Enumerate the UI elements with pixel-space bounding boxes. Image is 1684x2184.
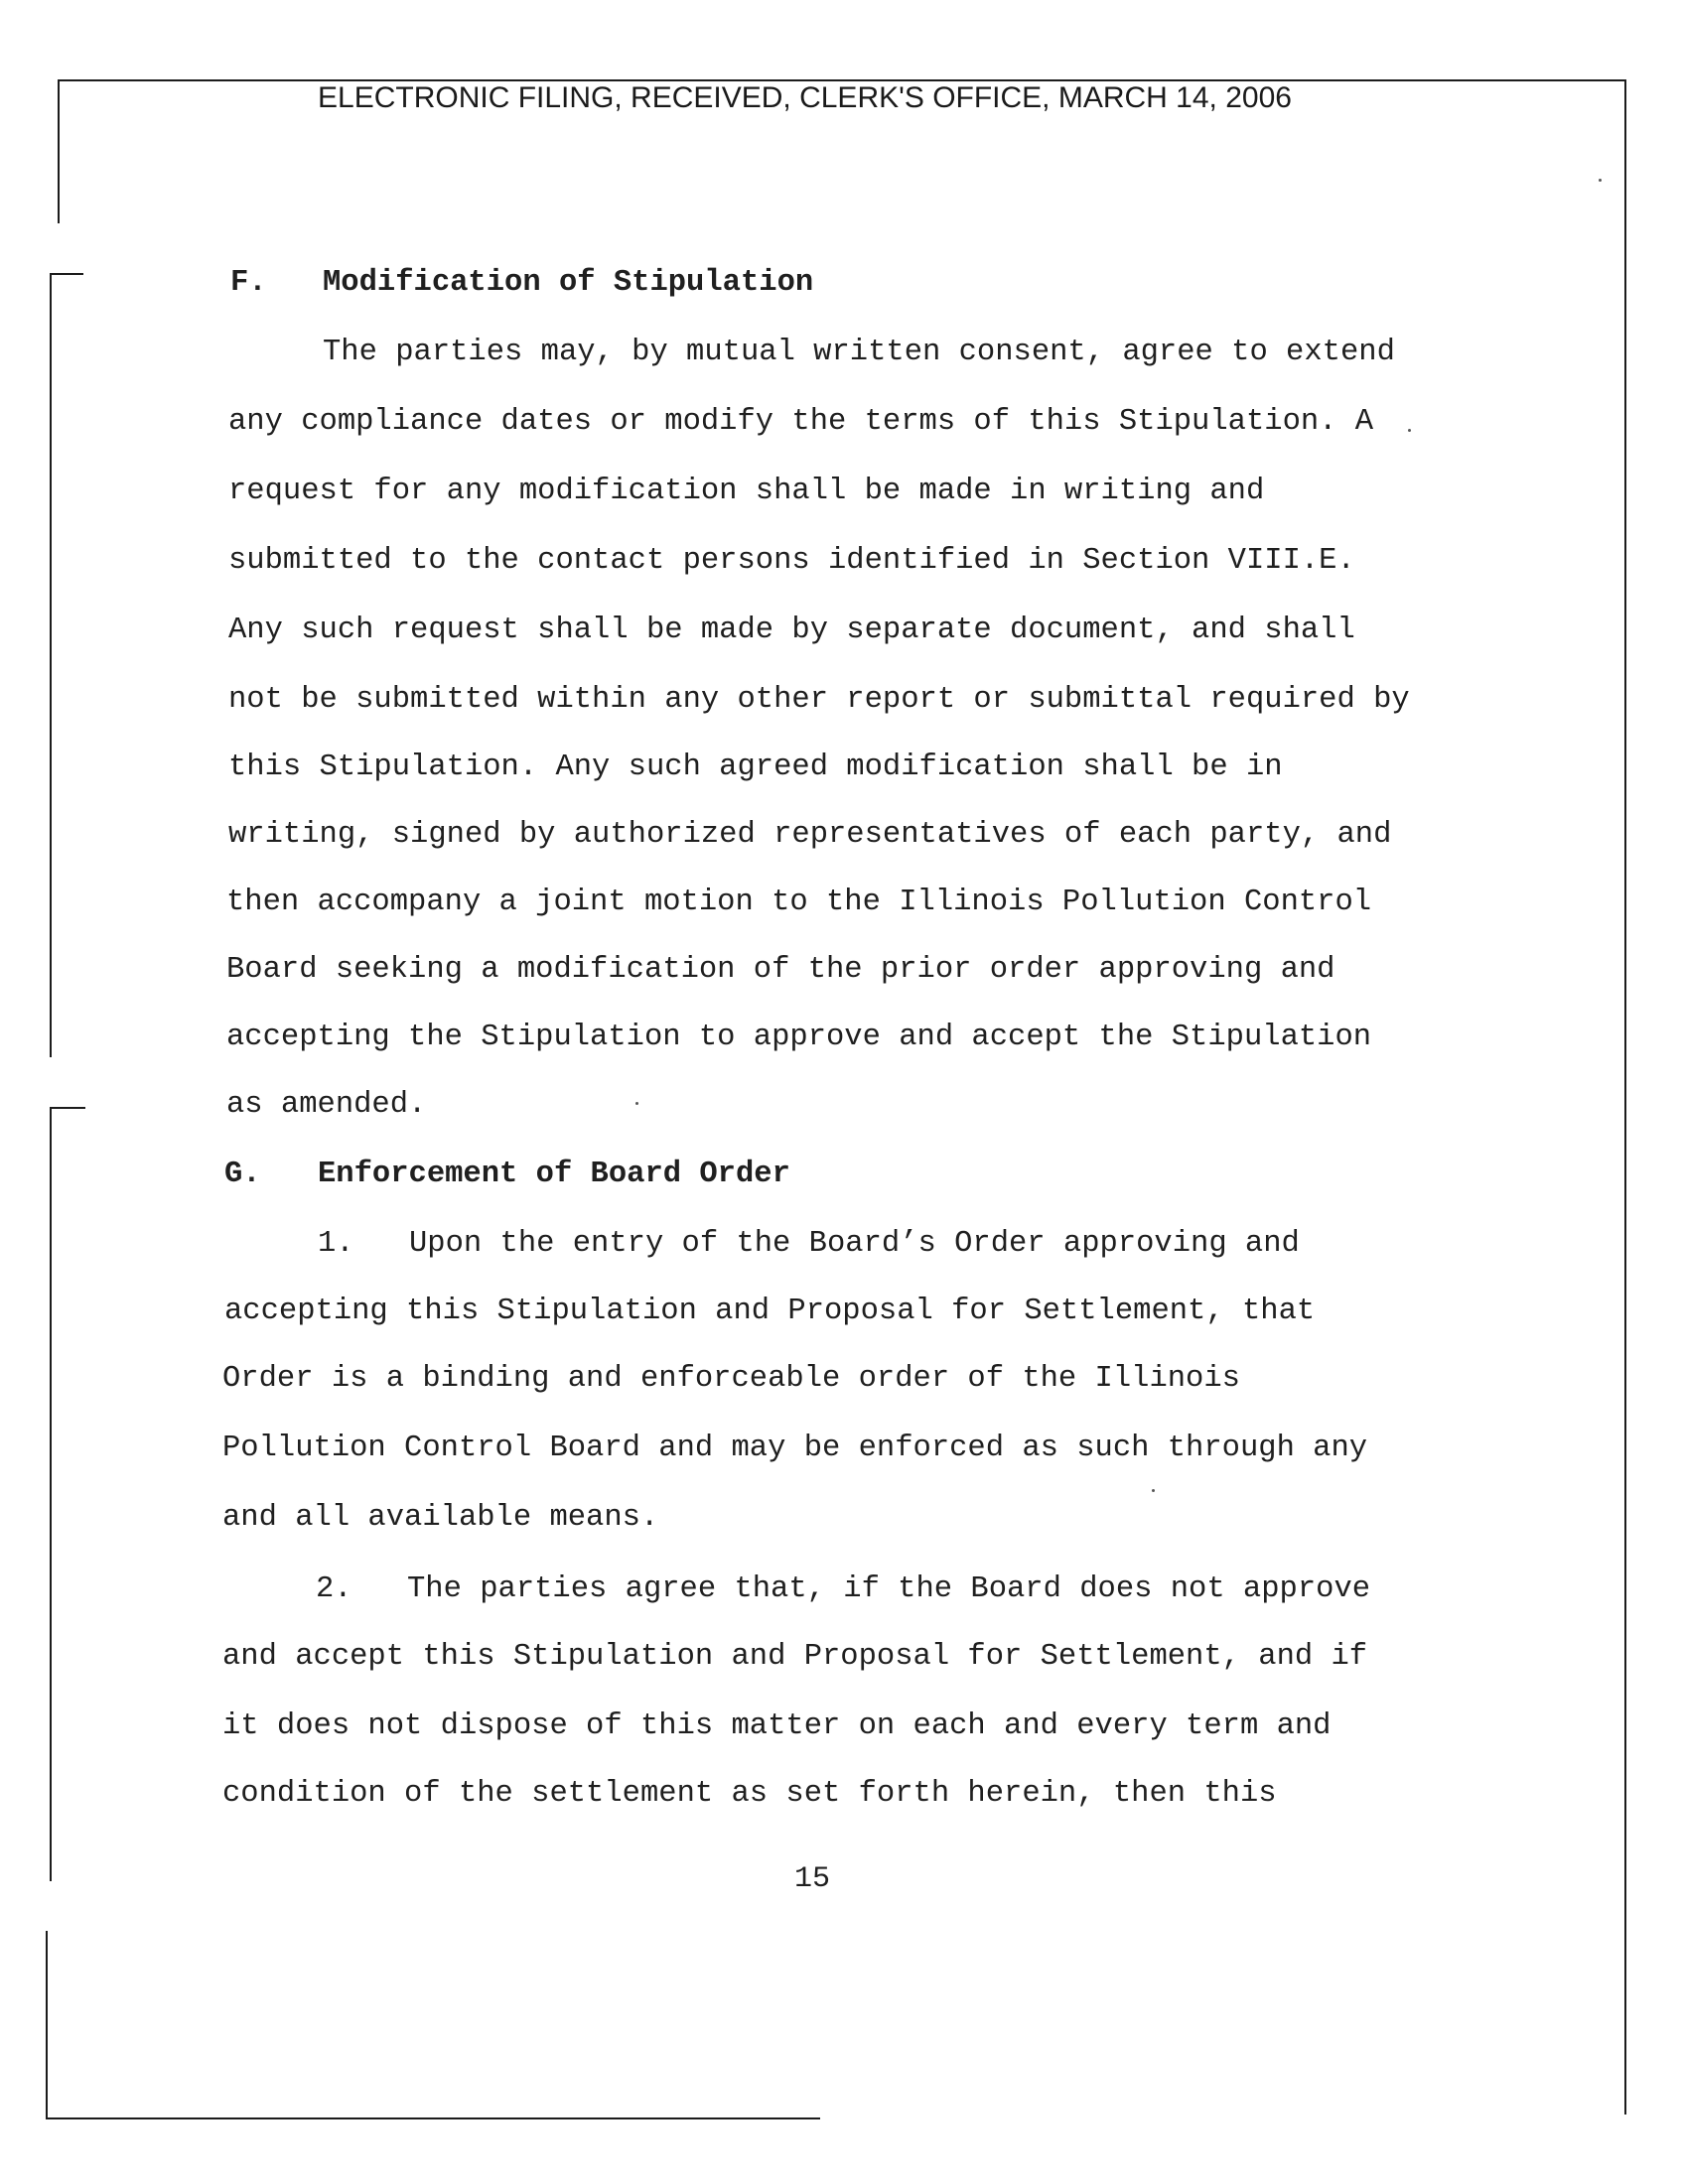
section-f-line: then accompany a joint motion to the Illinois Pollution Control [226,886,1372,919]
border-left-tick-1 [50,273,83,275]
section-f-line: The parties may, by mutual written consent, agree to extend [323,336,1395,369]
section-f-line: not be submitted within any other report or submittal required by [228,683,1410,717]
item-1-line: and all available means. [222,1501,659,1535]
section-g-heading: Enforcement of Board Order [318,1158,790,1191]
section-g-letter: G. [224,1158,261,1191]
border-left-tick-2 [50,1107,85,1109]
scan-speck [1152,1489,1155,1492]
section-f-line: this Stipulation. Any such agreed modification shall be in [228,751,1283,784]
section-f-letter: F. [230,266,267,300]
section-f-line: accepting the Stipulation to approve and accept the Stipulation [226,1021,1372,1054]
item-1-line: Pollution Control Board and may be enforced as such through any [222,1432,1368,1465]
border-right-line [1624,79,1626,2115]
scan-speck [1599,179,1602,182]
item-1-line: Upon the entry of the Board’s Order approving and [409,1227,1300,1261]
item-1-line: Order is a binding and enforceable order of the Illinois [222,1362,1240,1396]
item-1-number: 1. [318,1227,354,1261]
item-2-line: condition of the settlement as set forth herein, then this [222,1777,1277,1811]
section-f-heading: Modification of Stipulation [323,266,814,300]
item-1-line: accepting this Stipulation and Proposal for Settlement, that [224,1295,1316,1328]
border-left-line-top [58,79,60,223]
item-2-line: and accept this Stipulation and Proposal for Settlement, and if [222,1640,1368,1674]
section-f-line: request for any modification shall be made in writing and [228,475,1265,508]
filing-stamp: ELECTRONIC FILING, RECEIVED, CLERK'S OFFICE, MARCH 14, 2006 [318,81,1292,114]
item-2-line: The parties agree that, if the Board does not approve [407,1572,1371,1606]
section-f-line: writing, signed by authorized representatives of each party, and [228,818,1392,852]
border-left-line-low [50,1107,52,1881]
section-f-line: Board seeking a modification of the prior order approving and [226,953,1335,987]
item-2-number: 2. [316,1572,352,1606]
scan-speck [635,1102,638,1105]
border-left-line-bottom [46,1931,48,2119]
section-f-line: submitted to the contact persons identified in Section VIII.E. [228,544,1355,578]
section-f-line: Any such request shall be made by separate document, and shall [228,614,1355,647]
section-f-line: any compliance dates or modify the terms of this Stipulation. A [228,405,1374,439]
page-number: 15 [794,1862,831,1896]
section-f-line: as amended. [226,1088,427,1122]
border-bottom-line [46,2117,820,2119]
border-left-line-mid [50,273,52,1057]
item-2-line: it does not dispose of this matter on each and every term and [222,1709,1332,1743]
scan-speck [1408,429,1411,432]
